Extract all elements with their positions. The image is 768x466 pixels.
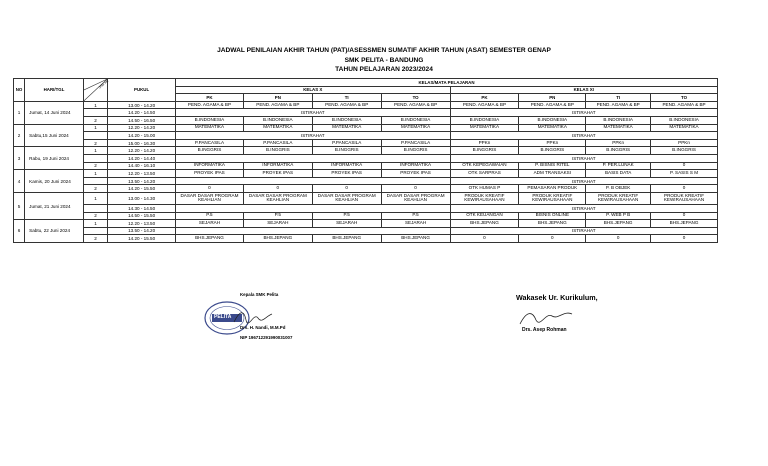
document-header (0, 46, 768, 75)
subject-cell: 0 (651, 235, 718, 243)
subject-cell: 0 (381, 185, 450, 193)
subject-cell: SEJARAH (381, 220, 450, 228)
vice-principal-name: Drs. Asep Rohman (522, 327, 567, 333)
subject-cell: B.INGGRIS (651, 147, 718, 155)
day-date: Sabtu, 22 Juni 2024 (25, 220, 84, 243)
subject-cell: PROYEK IPAS (381, 170, 450, 178)
time-slot: 13.50 - 14.20 (108, 227, 176, 235)
time-slot: 12.20 - 14.20 (108, 147, 176, 155)
subject-cell: MATEMATIKA (312, 124, 381, 132)
session-number (83, 109, 107, 117)
subject-cell: B.INDONESIA (586, 116, 651, 124)
break-cell-xi: ISTIRAHAT (450, 177, 717, 185)
subject-cell: B.INGGRIS (176, 147, 244, 155)
subject-cell: DASAR DASAR PROGRAM KEAHLIAN (243, 192, 312, 204)
subject-cell: MATEMATIKA (450, 124, 519, 132)
subject-cell: PEND. AGAMA & BP (312, 101, 381, 109)
subject-cell: PEND. AGAMA & BP (176, 101, 244, 109)
subject-cell: BHS.JEPANG (176, 235, 244, 243)
schedule-row (14, 192, 718, 204)
subject-cell: PRODUK KREATIF KEWIRAUSAHAAN (651, 192, 718, 204)
x-to: TO (381, 94, 450, 102)
day-date: Jumat, 14 Juni 2024 (25, 101, 84, 124)
session-number: 2 (83, 116, 107, 124)
subject-cell: BISNIS ONLINE (519, 212, 586, 220)
time-slot: 14.20 - 15.00 (108, 132, 176, 140)
subject-cell: MATEMATIKA (381, 124, 450, 132)
subject-cell: B.INDONESIA (312, 116, 381, 124)
subject-cell: B.INDONESIA (450, 116, 519, 124)
time-slot: 15.00 - 16.30 (108, 139, 176, 147)
x-ti: TI (312, 94, 381, 102)
subject-cell: B.INDONESIA (651, 116, 718, 124)
schedule-row (14, 212, 718, 220)
time-slot: 12.20 - 14.20 (108, 124, 176, 132)
day-number: 3 (14, 147, 25, 170)
schedule-row (14, 101, 718, 109)
session-number: 2 (83, 162, 107, 170)
subject-cell: P.5 (381, 212, 450, 220)
subject-cell: B.INGGRIS (312, 147, 381, 155)
jam-ke-label: JAM KE (97, 78, 110, 90)
break-cell-xi: ISTIRAHAT (450, 204, 717, 212)
day-number: 6 (14, 220, 25, 243)
schedule-row (14, 116, 718, 124)
day-number: 5 (14, 192, 25, 219)
subject-cell: OTK HUMAS P (450, 185, 519, 193)
principal-signature-icon (232, 308, 274, 326)
break-cell-x: ISTIRAHAT (176, 132, 450, 140)
subject-cell: ADM TRANSAKSI (519, 170, 586, 178)
subject-cell: P.PANCASILA (381, 139, 450, 147)
session-number: 1 (83, 170, 107, 178)
subject-cell: BASIS DATA (586, 170, 651, 178)
subject-cell: B.INDONESIA (381, 116, 450, 124)
time-slot: 14.20 - 15.50 (108, 235, 176, 243)
time-slot: 13.50 - 14.20 (108, 177, 176, 185)
xi-ti: TI (586, 94, 651, 102)
principal-title: Kepala SMK Pelita (240, 292, 279, 297)
subject-cell: DASAR DASAR PROGRAM KEAHLIAN (176, 192, 244, 204)
col-pukul: PUKUL (108, 79, 176, 102)
doc-title: JADWAL PENILAIAN AKHIR TAHUN (PAT)/ASESSMEN SUMATIF AKHIR TAHUN (ASAT) SEMESTER GENAP (217, 47, 551, 54)
break-cell-x (176, 227, 450, 235)
subject-cell: MATEMATIKA (519, 124, 586, 132)
time-slot: 14.40 - 16.10 (108, 162, 176, 170)
subject-cell: P.PANCASILA (312, 139, 381, 147)
subject-cell: B.INDONESIA (519, 116, 586, 124)
school-name: SMK PELITA - BANDUNG (344, 56, 424, 64)
subject-cell: P. SASIS S M (651, 170, 718, 178)
subject-cell: P.PANCASILA (176, 139, 244, 147)
time-slot: 12.20 - 13.50 (108, 170, 176, 178)
subject-cell: BHS.JEPANG (381, 235, 450, 243)
session-number (83, 177, 107, 185)
session-number: 2 (83, 212, 107, 220)
subject-cell: B.INDONESIA (243, 116, 312, 124)
session-number: 1 (83, 101, 107, 109)
subject-cell: MATEMATIKA (586, 124, 651, 132)
time-slot: 14.20 - 14.40 (108, 154, 176, 162)
subject-cell: PEMASARAN PRODUK (519, 185, 586, 193)
subject-cell: P.5 (312, 212, 381, 220)
academic-year: TAHUN PELAJARAN 2023/2024 (335, 66, 433, 73)
subject-cell: PEND. AGAMA & BP (651, 101, 718, 109)
session-number (83, 132, 107, 140)
subject-cell: OTK KEPEGAWAIAN (450, 162, 519, 170)
time-slot: 14.30 - 14.50 (108, 204, 176, 212)
schedule-row (14, 170, 718, 178)
subject-cell: MATEMATIKA (243, 124, 312, 132)
subject-cell: DASAR DASAR PROGRAM KEAHLIAN (381, 192, 450, 204)
subject-cell: 0 (312, 185, 381, 193)
header-row-1 (14, 79, 718, 87)
subject-cell: PEND. AGAMA & BP (243, 101, 312, 109)
subject-cell: PRODUK KREATIF KEWIRAUSAHAAN (450, 192, 519, 204)
break-cell-x (176, 177, 450, 185)
time-slot: 14.20 - 15.50 (108, 185, 176, 193)
subject-cell: P. PER.LUNAK (586, 162, 651, 170)
subject-cell: P.5 (176, 212, 244, 220)
col-no: NO (14, 79, 25, 102)
subject-cell: OTK KEUANGAN (450, 212, 519, 220)
col-kelas-mapel: KELAS/MATA PELAJARAN (176, 79, 718, 87)
xi-pn: PN (519, 94, 586, 102)
subject-cell: BHS.JEPANG (450, 220, 519, 228)
schedule-row (14, 124, 718, 132)
schedule-row (14, 235, 718, 243)
session-number: 1 (83, 192, 107, 204)
schedule-row (14, 227, 718, 235)
subject-cell: PPKn (586, 139, 651, 147)
subject-cell: PPKn (450, 139, 519, 147)
day-date: Jumat, 21 Juni 2024 (25, 192, 84, 219)
subject-cell: PEND. AGAMA & BP (519, 101, 586, 109)
subject-cell: INFORMATIKA (243, 162, 312, 170)
schedule-row (14, 177, 718, 185)
subject-cell: P.PANCASILA (243, 139, 312, 147)
session-number: 1 (83, 147, 107, 155)
subject-cell: B.INGGRIS (586, 147, 651, 155)
stamp-text: PELITA (214, 314, 232, 320)
x-pk: PK (176, 94, 244, 102)
subject-cell: PROYEK IPAS (312, 170, 381, 178)
subject-cell: 0 (651, 185, 718, 193)
time-slot: 13.00 - 14.20 (108, 101, 176, 109)
subject-cell: PEND. AGAMA & BP (450, 101, 519, 109)
break-cell-xi: ISTIRAHAT (450, 132, 717, 140)
session-number (83, 154, 107, 162)
subject-cell: PPKn (651, 139, 718, 147)
col-jam-ke (83, 78, 110, 102)
subject-cell: BHS.JEPANG (312, 235, 381, 243)
subject-cell: PEND. AGAMA & BP (586, 101, 651, 109)
break-cell-x (176, 204, 450, 212)
xi-pk: PK (450, 94, 519, 102)
session-number: 2 (83, 185, 107, 193)
time-slot: 14.20 - 14.50 (108, 109, 176, 117)
schedule-row (14, 109, 718, 117)
time-slot: 12.20 - 13.50 (108, 220, 176, 228)
time-slot: 14.50 - 15.50 (108, 212, 176, 220)
time-slot: 14.50 - 16.50 (108, 116, 176, 124)
subject-cell: 0 (176, 185, 244, 193)
subject-cell: B.INGGRIS (381, 147, 450, 155)
principal-name: Drs. H. Nandi, M.M.Pd (240, 325, 286, 330)
subject-cell: OTK SARPRAS (450, 170, 519, 178)
schedule-row (14, 132, 718, 140)
kelas-x-header: KELAS X (176, 86, 450, 94)
schedule-row (14, 139, 718, 147)
subject-cell: 0 (651, 212, 718, 220)
subject-cell: P. WEB P B (586, 212, 651, 220)
subject-cell: 0 (586, 235, 651, 243)
subject-cell: P. B OBJEK (586, 185, 651, 193)
subject-cell: PROYEK IPAS (243, 170, 312, 178)
subject-cell: B.INDONESIA (176, 116, 244, 124)
schedule-row (14, 162, 718, 170)
subject-cell: 0 (651, 162, 718, 170)
break-cell-xi: ISTIRAHAT (450, 109, 717, 117)
session-number (83, 227, 107, 235)
subject-cell: 0 (243, 185, 312, 193)
session-number (83, 204, 107, 212)
schedule-row (14, 204, 718, 212)
vice-principal-signature-icon (516, 306, 576, 328)
break-cell-x (176, 154, 450, 162)
col-hari: HARI/TGL (25, 79, 84, 102)
subject-cell: INFORMATIKA (312, 162, 381, 170)
subject-cell: PPKn (519, 139, 586, 147)
subject-cell: BHS.JEPANG (651, 220, 718, 228)
session-number: 2 (83, 139, 107, 147)
subject-cell: B.INGGRIS (243, 147, 312, 155)
subject-cell: MATEMATIKA (176, 124, 244, 132)
subject-cell: INFORMATIKA (381, 162, 450, 170)
subject-cell: MATEMATIKA (651, 124, 718, 132)
subject-cell: B.INGGRIS (450, 147, 519, 155)
x-pn: PN (243, 94, 312, 102)
day-date: Sabtu,15 Juni 2024 (25, 124, 84, 147)
subject-cell: PRODUK KREATIF KEWIRAUSAHAAN (519, 192, 586, 204)
subject-cell: PEND. AGAMA & BP (381, 101, 450, 109)
schedule-row (14, 147, 718, 155)
subject-cell: B.INGGRIS (519, 147, 586, 155)
session-number: 2 (83, 235, 107, 243)
schedule-row (14, 185, 718, 193)
subject-cell: PROYEK IPAS (176, 170, 244, 178)
subject-cell: SEJARAH (176, 220, 244, 228)
day-number: 4 (14, 170, 25, 193)
break-cell-x: ISTIRAHAT (176, 109, 450, 117)
schedule-row (14, 220, 718, 228)
break-cell-xi: ISTIRAHAT (450, 227, 717, 235)
subject-cell: INFORMATIKA (176, 162, 244, 170)
day-date: Rabu, 19 Juni 2024 (25, 147, 84, 170)
schedule-body (14, 79, 718, 243)
subject-cell: SEJARAH (312, 220, 381, 228)
break-cell-xi: ISTIRAHAT (450, 154, 717, 162)
kelas-xi-header: KELAS XI (450, 86, 717, 94)
subject-cell: P. BISNIS RITEL (519, 162, 586, 170)
vice-principal-title: Wakasek Ur. Kurikulum, (516, 293, 598, 302)
subject-cell: BHS.JEPANG (243, 235, 312, 243)
subject-cell: SEJARAH (243, 220, 312, 228)
day-date: Kamis, 20 Juni 2024 (25, 170, 84, 193)
subject-cell: BHS.JEPANG (519, 220, 586, 228)
exam-schedule-table (13, 78, 718, 243)
schedule-row (14, 154, 718, 162)
day-number: 1 (14, 101, 25, 124)
subject-cell: DASAR DASAR PROGRAM KEAHLIAN (312, 192, 381, 204)
subject-cell: 0 (519, 235, 586, 243)
subject-cell: 0 (450, 235, 519, 243)
xi-to: TO (651, 94, 718, 102)
subject-cell: BHS.JEPANG (586, 220, 651, 228)
day-number: 2 (14, 124, 25, 147)
subject-cell: PRODUK KREATIF KEWIRAUSAHAAN (586, 192, 651, 204)
principal-nip: NIP 196712291990031007 (240, 335, 293, 340)
time-slot: 13.00 - 14.30 (108, 192, 176, 204)
subject-cell: P.5 (243, 212, 312, 220)
session-number: 1 (83, 220, 107, 228)
session-number: 1 (83, 124, 107, 132)
